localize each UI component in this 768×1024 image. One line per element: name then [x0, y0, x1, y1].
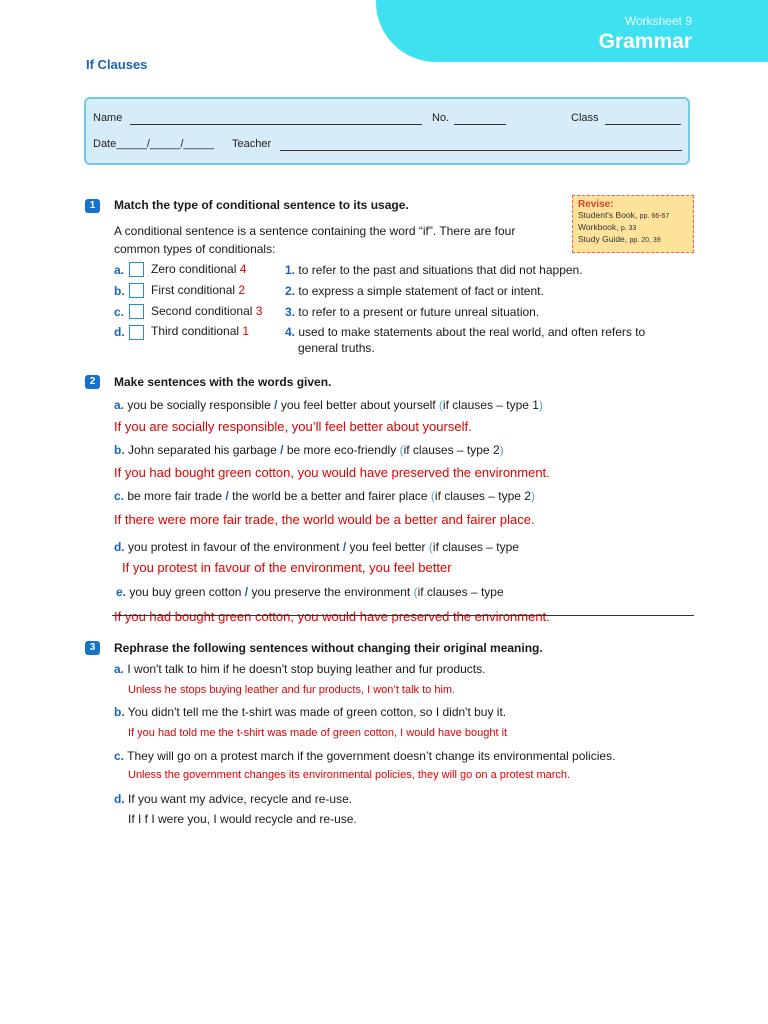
q1-item-letter: c.	[114, 305, 125, 319]
student-info-box	[84, 97, 690, 165]
q2-answer-c: If there were more fair trade, the world would be a better and fairer place.	[114, 512, 535, 527]
question-1-title: Match the type of conditional sentence to its usage.	[114, 198, 409, 212]
question-number-2: 2	[85, 375, 100, 389]
q3-answer-a: Unless he stops buying leather and fur products, I won’t talk to him.	[128, 684, 456, 696]
q1-answer-d: 1	[242, 324, 250, 338]
name-label: Name	[93, 112, 123, 124]
q1-answer-a: 4	[239, 262, 247, 276]
q2-answer-e: If you had bought green cotton, you would have preserved the environment.	[114, 609, 550, 624]
q1-answer-box-a[interactable]	[129, 262, 144, 277]
q3-item-b: b. You didn't tell me the t-shirt was made of green cotton, so I didn't buy it.	[114, 705, 507, 719]
header-banner	[376, 0, 768, 62]
revise-line: Study Guide, pp. 20, 39	[578, 234, 661, 244]
class-label: Class	[571, 112, 599, 124]
q2-answer-b: If you had bought green cotton, you would have preserved the environment.	[114, 465, 550, 480]
q2-answer-a: If you are socially responsible, you’ll feel better about yourself.	[114, 419, 472, 434]
q1-answer-box-d[interactable]	[129, 325, 144, 340]
q3-answer-b: If you had told me the t-shirt was made of green cotton, I would have bought it	[128, 727, 508, 739]
q1-right-item-4-cont: general truths.	[298, 341, 375, 355]
q1-right-item-1: 1. to refer to the past and situations that did not happen.	[285, 263, 583, 277]
q1-answer-box-c[interactable]	[129, 304, 144, 319]
q3-item-c: c. They will go on a protest march if the government doesn’t change its environmental policies.	[114, 749, 616, 763]
q3-item-d: d. If you want my advice, recycle and re-use.	[114, 792, 353, 806]
q1-answer-b: 2	[238, 283, 246, 297]
q1-right-item-3: 3. to refer to a present or future unreal situation.	[285, 305, 540, 319]
q1-left-item-c: Second conditional 3	[151, 304, 263, 318]
date-field[interactable]: Date_____/_____/_____	[93, 138, 215, 150]
revise-box	[572, 195, 694, 253]
q2-answer-d: If you protest in favour of the environment, you feel better	[122, 560, 452, 575]
q1-right-item-2: 2. to express a simple statement of fact or intent.	[285, 284, 544, 298]
name-field[interactable]	[130, 124, 422, 125]
q3-answer-c: Unless the government changes its environmental policies, they will go on a protest march.	[128, 769, 571, 781]
question-number-1: 1	[85, 199, 100, 213]
q2-item-e: e. you buy green cotton / you preserve the environment (if clauses – type	[116, 585, 504, 599]
q2-item-b: b. John separated his garbage / be more eco-friendly (if clauses – type 2)	[114, 443, 504, 457]
q3-answer-d: If I f I were you, I would recycle and re-use.	[128, 812, 357, 826]
answer-strike-line	[112, 615, 694, 616]
q1-intro-line-2: common types of conditionals:	[114, 242, 276, 256]
question-3-title: Rephrase the following sentences without changing their original meaning.	[114, 641, 543, 655]
q1-item-letter: a.	[114, 263, 125, 277]
q1-answer-c: 3	[255, 304, 263, 318]
page-title: Grammar	[598, 30, 692, 53]
q2-item-a: a. you be socially responsible / you feel better about yourself (if clauses – type 1)	[114, 398, 543, 412]
q1-intro-line-1: A conditional sentence is a sentence containing the word “if”. There are four	[114, 224, 516, 238]
q1-right-item-4: 4. used to make statements about the real world, and often refers to	[285, 325, 646, 339]
q1-left-item-b: First conditional 2	[151, 283, 246, 297]
q3-item-a: a. I won't talk to him if he doesn't stop buying leather and fur products.	[114, 662, 486, 676]
teacher-label: Teacher	[232, 138, 272, 150]
teacher-field[interactable]	[280, 150, 682, 151]
question-2-title: Make sentences with the words given.	[114, 375, 332, 389]
q1-left-item-d: Third conditional 1	[151, 324, 250, 338]
q2-item-c: c. be more fair trade / the world be a better and fairer place (if clauses – type 2)	[114, 489, 535, 503]
class-field[interactable]	[605, 124, 681, 125]
worksheet-label: Worksheet 9	[624, 14, 692, 28]
q1-left-item-a: Zero conditional 4	[151, 262, 247, 276]
no-field[interactable]	[454, 124, 506, 125]
section-subtitle: If Clauses	[86, 57, 148, 72]
revise-line: Student's Book, pp. 66-67	[578, 210, 670, 220]
q2-item-d: d. you protest in favour of the environment / you feel better (if clauses – type	[114, 540, 519, 554]
q1-item-letter: b.	[114, 284, 125, 298]
revise-title: Revise:	[578, 199, 614, 210]
q1-item-letter: d.	[114, 325, 125, 339]
no-label: No.	[432, 112, 450, 124]
question-number-3: 3	[85, 641, 100, 655]
revise-line: Workbook, p. 33	[578, 222, 637, 232]
q1-answer-box-b[interactable]	[129, 283, 144, 298]
